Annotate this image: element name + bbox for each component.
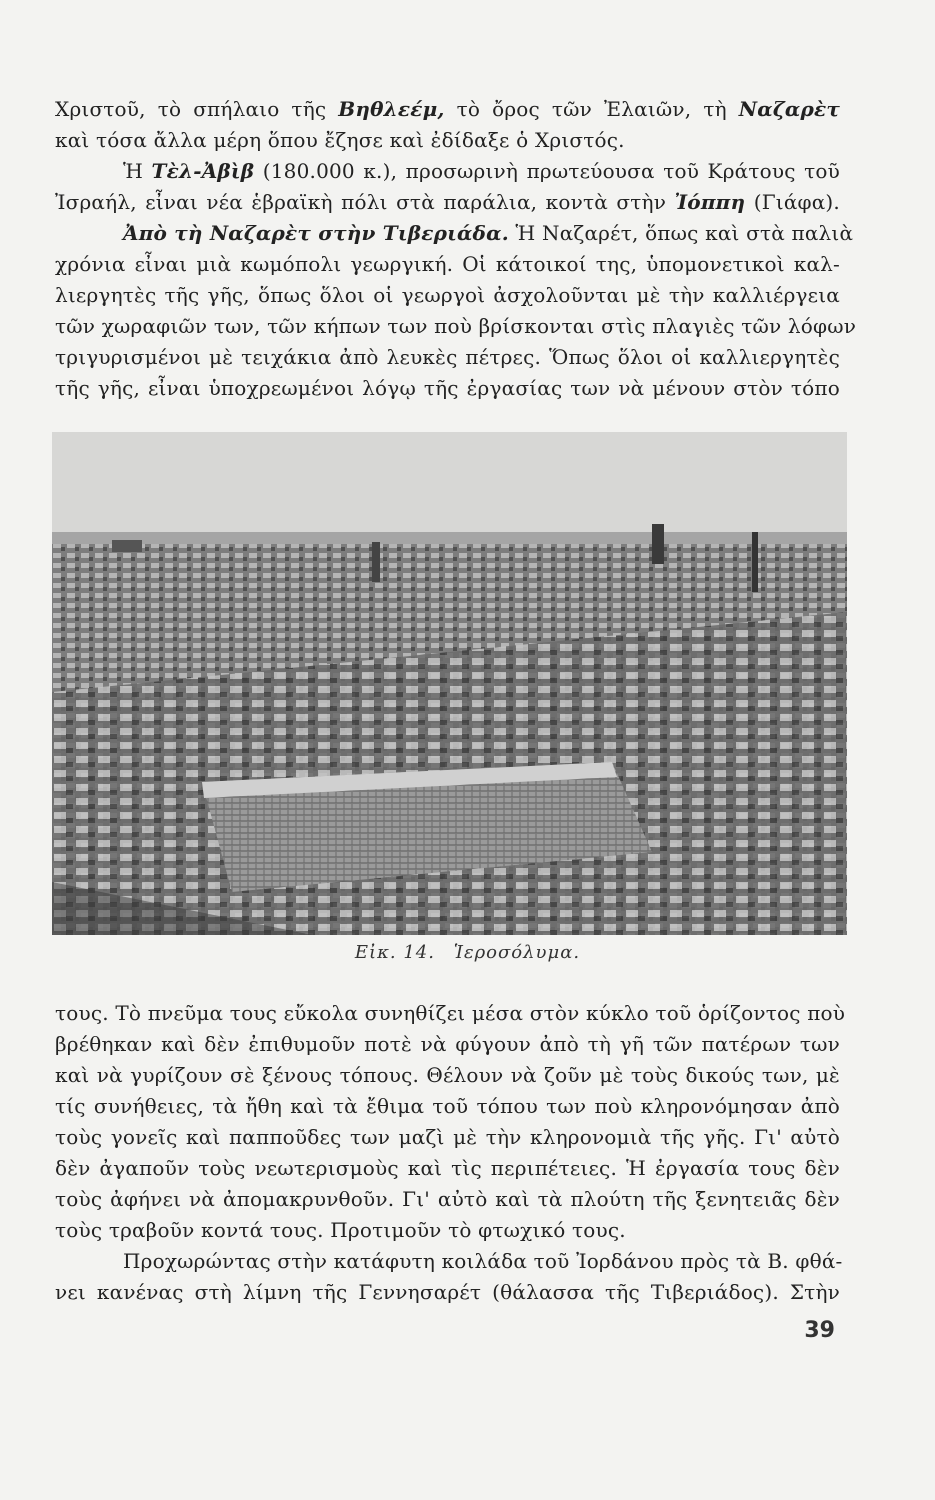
bottom-paragraphs xyxy=(55,998,846,1308)
photo-illustration xyxy=(52,432,847,935)
text-line: Χριστοῦ, τὸ σπήλαιο τῆς Βηθλεέμ, τὸ ὄρος τῶν Ἐλαιῶν, τὴ Ναζαρὲτ xyxy=(55,97,840,121)
text-line: τοὺς ἀφήνει νὰ ἀπομακρυνθοῦν. Γι' αὐτὸ καὶ τὰ πλούτη τῆς ξενητειᾶς δὲν xyxy=(55,1187,840,1211)
text-line: τους. Τὸ πνεῦμα τους εὔκολα συνηθίζει μέσα στὸν κύκλο τοῦ ὁρίζοντος ποὺ xyxy=(55,1001,846,1025)
text-line: καὶ νὰ γυρίζουν σὲ ξένους τόπους. Θέλουν νὰ ζοῦν μὲ τοὺς δικούς των, μὲ xyxy=(55,1063,840,1087)
figure-caption xyxy=(0,942,935,963)
jerusalem-photo xyxy=(52,432,847,935)
caption-number: Εἰκ. 14. xyxy=(354,942,435,963)
text-line: τίς συνήθειες, τὰ ἤθη καὶ τὰ ἔθιμα τοῦ τόπου των ποὺ κληρονόμησαν ἀπὸ xyxy=(55,1094,840,1118)
text-line: χρόνια εἶναι μιὰ κωμόπολι γεωργική. Οἱ κάτοικοί της, ὑπομονετικοὶ καλ- xyxy=(55,252,840,276)
text-line: τοὺς γονεῖς καὶ παπποῦδες των μαζὶ μὲ τὴν κληρονομιὰ τῆς γῆς. Γι' αὐτὸ xyxy=(55,1125,840,1149)
text-line: Ἰσραήλ, εἶναι νέα ἑβραϊκὴ πόλι στὰ παράλια, κοντὰ στὴν Ἰόππη (Γιάφα). xyxy=(55,190,840,214)
text-line: τοὺς τραβοῦν κοντά τους. Προτιμοῦν τὸ φτωχικό τους. xyxy=(55,1218,626,1242)
text-line: βρέθηκαν καὶ δὲν ἐπιθυμοῦν ποτὲ νὰ φύγουν ἀπὸ τὴ γῆ τῶν πατέρων των xyxy=(55,1032,840,1056)
text-line: καὶ τόσα ἄλλα μέρη ὅπου ἔζησε καὶ ἐδίδαξε ὁ Χριστός. xyxy=(55,128,625,152)
text-line: νει κανένας στὴ λίμνη τῆς Γεννησαρέτ (θάλασσα τῆς Τιβεριάδος). Στὴν xyxy=(55,1280,840,1304)
section-heading-line: Ἀπὸ τὴ Ναζαρὲτ στὴν Τιβεριάδα. Ἡ Ναζαρέτ, ὅπως καὶ στὰ παλιὰ xyxy=(123,221,854,245)
text-line: δὲν ἀγαποῦν τοὺς νεωτερισμοὺς καὶ τὶς περιπέτειες. Ἡ ἐργασία τους δὲν xyxy=(55,1156,840,1180)
text-line: τῆς γῆς, εἶναι ὑποχρεωμένοι λόγῳ τῆς ἐργασίας των νὰ μένουν στὸν τόπο xyxy=(55,376,840,400)
page-number: 39 xyxy=(804,1318,835,1343)
text-line: λιεργητὲς τῆς γῆς, ὅπως ὅλοι οἱ γεωργοὶ ἀσχολοῦνται μὲ τὴν καλλιέργεια xyxy=(55,283,840,307)
text-line: τριγυρισμένοι μὲ τειχάκια ἀπὸ λευκὲς πέτρες. Ὅπως ὅλοι οἱ καλλιεργητὲς xyxy=(55,345,840,369)
text-line: Ἡ Τὲλ-Ἀβὶβ (180.000 κ.), προσωρινὴ πρωτεύουσα τοῦ Κράτους τοῦ xyxy=(123,159,840,183)
caption-title: Ἱεροσόλυμα. xyxy=(453,942,581,963)
text-line: τῶν χωραφιῶν των, τῶν κήπων των ποὺ βρίσκονται στὶς πλαγιὲς τῶν λόφων xyxy=(55,314,857,338)
text-line: Προχωρώντας στὴν κατάφυτη κοιλάδα τοῦ Ἰορδάνου πρὸς τὰ Β. φθά- xyxy=(123,1249,843,1273)
top-paragraphs xyxy=(55,94,857,404)
